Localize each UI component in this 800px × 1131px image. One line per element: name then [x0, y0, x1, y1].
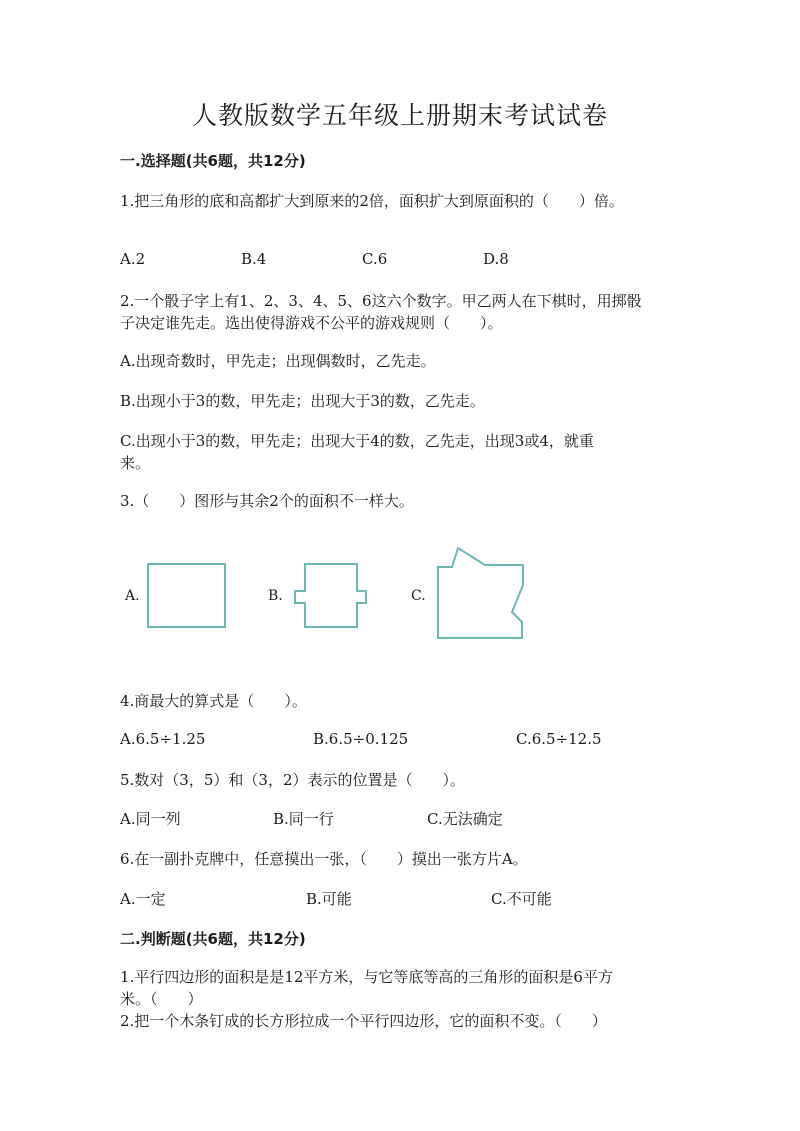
- figure-label-c: C.: [411, 588, 426, 604]
- q6-option-a: A.一定: [120, 890, 166, 908]
- figure-b-notched-square: [295, 564, 366, 627]
- section-heading-choice: 一.选择题(共6题，共12分): [120, 152, 306, 170]
- q6-option-b: B.可能: [306, 890, 352, 908]
- figure-a-rectangle: [148, 564, 225, 627]
- question-2-text-line1: 2.一个骰子字上有1、2、3、4、5、6这六个数字。甲乙两人在下棋时，用掷骰: [120, 292, 642, 310]
- figure-label-b: B.: [268, 588, 283, 604]
- question-6-text: 6.在一副扑克牌中，任意摸出一张，（ ）摸出一张方片A。: [120, 850, 528, 868]
- question-5-text: 5.数对（3，5）和（3，2）表示的位置是（ ）。: [120, 771, 465, 789]
- q4-option-c: C.6.5÷12.5: [516, 730, 602, 748]
- q5-option-a: A.同一列: [120, 810, 181, 828]
- q4-option-a: A.6.5÷1.25: [120, 730, 206, 748]
- judgement-2-text: 2.把一个木条钉成的长方形拉成一个平行四边形，它的面积不变。（ ）: [120, 1012, 607, 1030]
- q6-option-c: C.不可能: [491, 890, 552, 908]
- question-2-text-line2: 子决定谁先走。选出使得游戏不公平的游戏规则（ ）。: [120, 314, 503, 332]
- judgement-1-text-line1: 1.平行四边形的面积是是12平方米，与它等底等高的三角形的面积是6平方: [120, 968, 613, 986]
- q4-option-b: B.6.5÷0.125: [313, 730, 409, 748]
- q2-option-b: B.出现小于3的数，甲先走；出现大于3的数，乙先走。: [120, 392, 485, 410]
- section-heading-judgement: 二.判断题(共6题，共12分): [120, 930, 306, 948]
- q1-option-a: A.2: [120, 250, 146, 268]
- question-3-text: 3.（ ）图形与其余2个的面积不一样大。: [120, 492, 414, 510]
- figure-c-irregular-shape: [438, 548, 523, 638]
- q1-option-d: D.8: [483, 250, 509, 268]
- q5-option-c: C.无法确定: [427, 810, 503, 828]
- q2-option-c-line2: 来。: [120, 454, 151, 472]
- judgement-1-text-line2: 米。（ ）: [120, 990, 203, 1008]
- q1-option-c: C.6: [362, 250, 388, 268]
- question-4-text: 4.商最大的算式是（ ）。: [120, 692, 307, 710]
- q2-option-c-line1: C.出现小于3的数，甲先走；出现大于4的数，乙先走，出现3或4，就重: [120, 432, 594, 450]
- q2-option-a: A.出现奇数时，甲先走；出现偶数时，乙先走。: [120, 352, 436, 370]
- figure-label-a: A.: [125, 588, 140, 604]
- question-1-text: 1.把三角形的底和高都扩大到原来的2倍，面积扩大到原面积的（ ）倍。: [120, 192, 624, 210]
- q5-option-b: B.同一行: [273, 810, 334, 828]
- q1-option-b: B.4: [241, 250, 267, 268]
- page-title: 人教版数学五年级上册期末考试试卷: [191, 101, 608, 130]
